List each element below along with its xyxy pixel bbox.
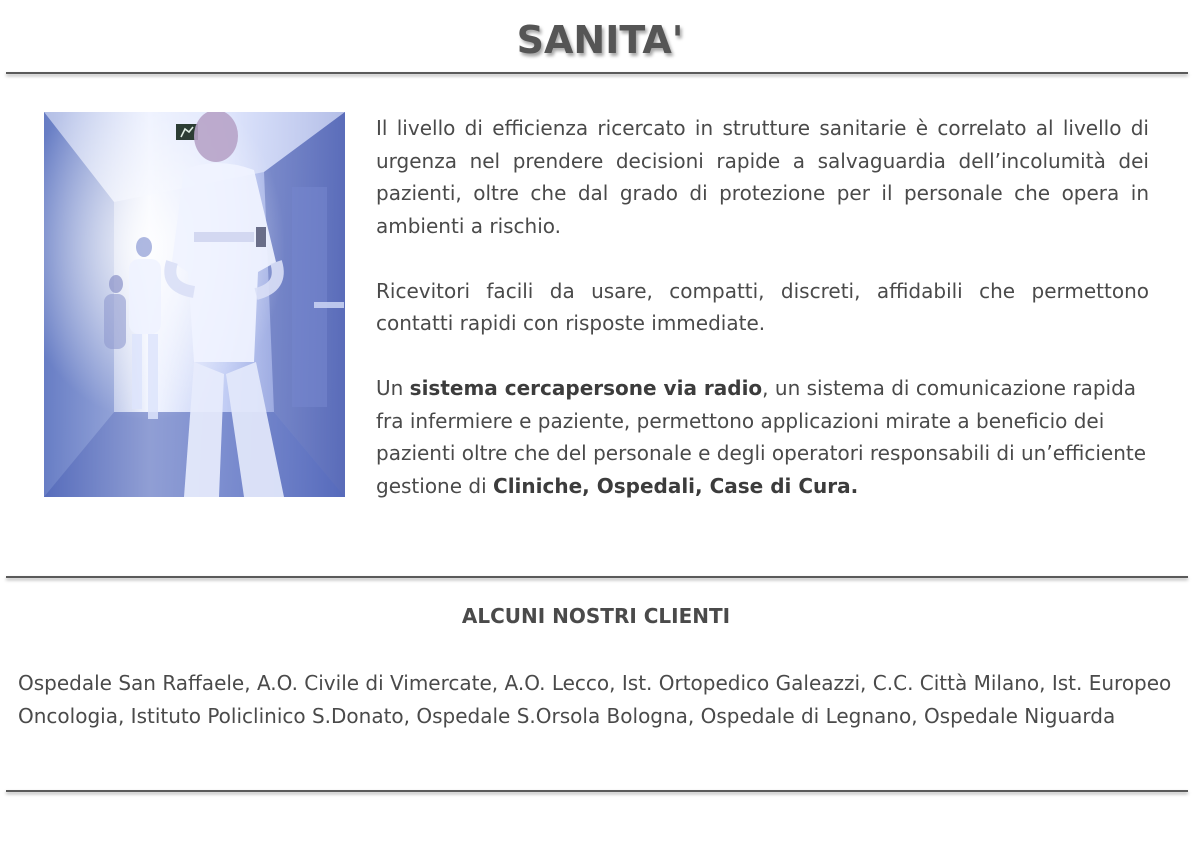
intro-text <box>376 112 1149 502</box>
intro-paragraph-3 <box>376 372 1166 502</box>
intro-paragraph-1: Il livello di efficienza ricercato in strutture sanitarie è correlato al livello di urgenza nel prendere decisioni rapide a salvaguardia dell’incolumità dei pazienti, oltre che dal grado di protezione per il personale che opera in ambienti a rischio. <box>376 116 1149 238</box>
hospital-corridor-photo <box>44 112 345 497</box>
pager-system-highlight: sistema cercapersone via radio <box>409 376 763 400</box>
clients-list: Ospedale San Raffaele, A.O. Civile di Vimercate, A.O. Lecco, Ist. Ortopedico Galeazzi, C.C. Città Milano, Ist. Europeo Oncologia, Istituto Policlinico S.Donato, Ospedale S.Orsola Bologna, Ospedale di Legnano, Ospedale Niguarda <box>18 671 1172 728</box>
intro-paragraph-3-body: , un sistema di comunicazione rapida fra infermiere e paziente, permettono applicazioni mirate a beneficio dei pazienti oltre che del personale e degli operatori responsabili di un’efficiente gestione di <box>376 376 1147 498</box>
divider-bottom <box>6 790 1188 792</box>
divider-middle <box>6 576 1188 578</box>
intro-paragraph-3-prefix: Un <box>376 376 410 400</box>
intro-paragraph-2: Ricevitori facili da usare, compatti, discreti, affidabili che permettono contatti rapidi con risposte immediate. <box>376 278 1149 335</box>
clients-heading: ALCUNI NOSTRI CLIENTI <box>461 604 731 628</box>
page-title: SANITA' <box>516 18 684 62</box>
divider-top <box>6 72 1188 74</box>
facilities-highlight: Cliniche, Ospedali, Case di Cura. <box>493 473 859 498</box>
